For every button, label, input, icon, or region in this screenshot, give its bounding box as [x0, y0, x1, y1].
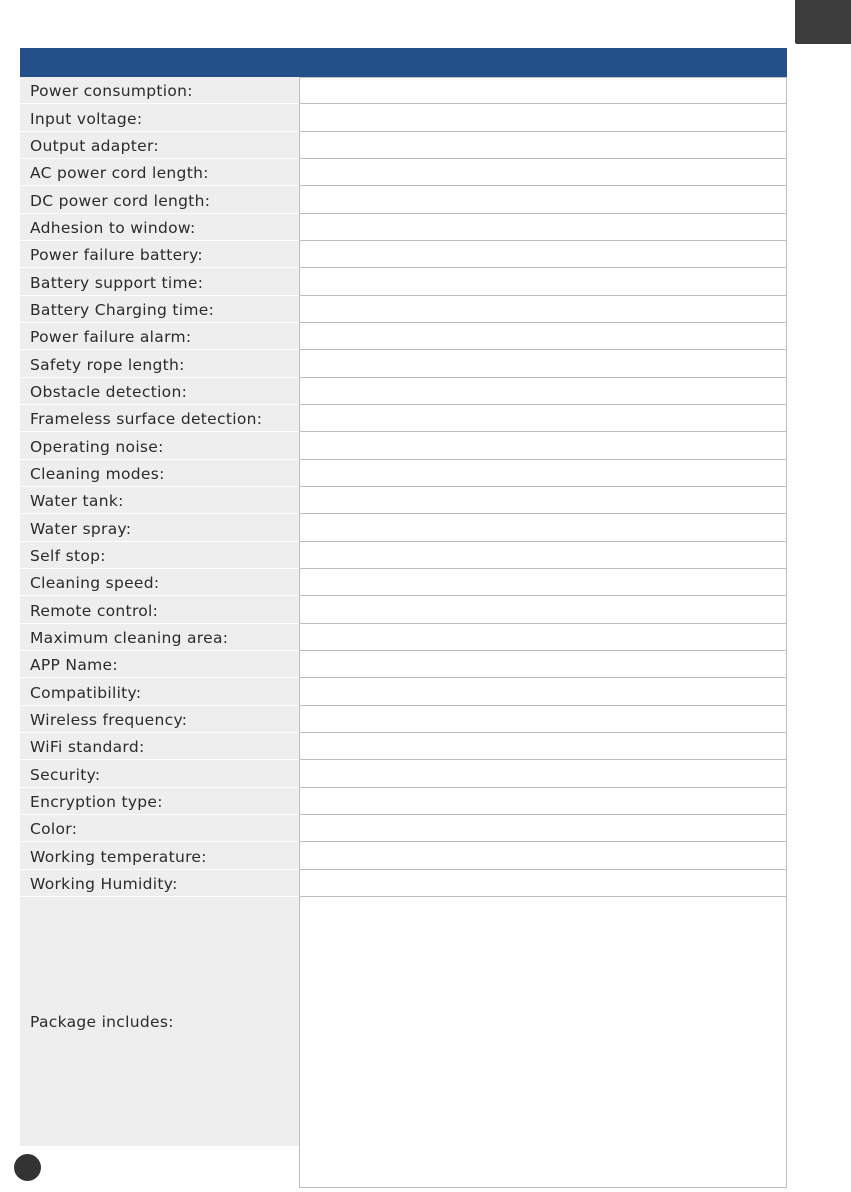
spec-value — [299, 706, 787, 733]
spec-row — [20, 651, 787, 678]
spec-label: Power failure battery: — [20, 241, 299, 268]
package-includes-value — [299, 897, 787, 1188]
spec-table-header — [20, 48, 787, 77]
spec-row — [20, 350, 787, 377]
spec-label: Battery Charging time: — [20, 296, 299, 323]
spec-label: AC power cord length: — [20, 159, 299, 186]
spec-row — [20, 596, 787, 623]
spec-label: Encryption type: — [20, 788, 299, 815]
spec-row — [20, 77, 787, 104]
spec-value — [299, 460, 787, 487]
spec-row — [20, 514, 787, 541]
spec-value — [299, 77, 787, 104]
spec-row — [20, 460, 787, 487]
spec-label: Frameless surface detection: — [20, 405, 299, 432]
spec-row — [20, 678, 787, 705]
spec-label: Operating noise: — [20, 432, 299, 459]
spec-row — [20, 241, 787, 268]
spec-row — [20, 569, 787, 596]
spec-label: Safety rope length: — [20, 350, 299, 377]
package-includes-label: Package includes: — [20, 897, 299, 1146]
spec-row — [20, 214, 787, 241]
spec-value — [299, 296, 787, 323]
spec-value — [299, 214, 787, 241]
spec-row — [20, 815, 787, 842]
spec-value — [299, 432, 787, 459]
spec-label: Obstacle detection: — [20, 378, 299, 405]
spec-value — [299, 378, 787, 405]
spec-label: Power failure alarm: — [20, 323, 299, 350]
spec-value — [299, 132, 787, 159]
spec-row — [20, 706, 787, 733]
spec-value — [299, 815, 787, 842]
spec-value — [299, 596, 787, 623]
spec-label: Working Humidity: — [20, 870, 299, 897]
spec-label: Adhesion to window: — [20, 214, 299, 241]
spec-label: Maximum cleaning area: — [20, 624, 299, 651]
page-corner-tab — [795, 0, 851, 44]
spec-row — [20, 104, 787, 131]
spec-value — [299, 186, 787, 213]
spec-row — [20, 788, 787, 815]
spec-label: Battery support time: — [20, 268, 299, 295]
spec-label: Wireless frequency: — [20, 706, 299, 733]
spec-row — [20, 378, 787, 405]
spec-label: Cleaning speed: — [20, 569, 299, 596]
spec-label: Input voltage: — [20, 104, 299, 131]
spec-label: Working temperature: — [20, 842, 299, 869]
spec-row — [20, 159, 787, 186]
spec-value — [299, 104, 787, 131]
spec-label: Compatibility: — [20, 678, 299, 705]
spec-label: Remote control: — [20, 596, 299, 623]
spec-label: Output adapter: — [20, 132, 299, 159]
spec-label: APP Name: — [20, 651, 299, 678]
spec-value — [299, 842, 787, 869]
spec-row — [20, 296, 787, 323]
spec-value — [299, 678, 787, 705]
spec-label: Water tank: — [20, 487, 299, 514]
spec-label: Water spray: — [20, 514, 299, 541]
spec-row — [20, 432, 787, 459]
spec-row — [20, 870, 787, 897]
spec-label: WiFi standard: — [20, 733, 299, 760]
spec-value — [299, 350, 787, 377]
spec-value — [299, 514, 787, 541]
spec-value — [299, 788, 787, 815]
spec-row — [20, 132, 787, 159]
spec-value — [299, 651, 787, 678]
spec-label: Power consumption: — [20, 77, 299, 104]
spec-label: Self stop: — [20, 542, 299, 569]
spec-value — [299, 733, 787, 760]
spec-value — [299, 569, 787, 596]
spec-label: DC power cord length: — [20, 186, 299, 213]
spec-row — [20, 760, 787, 787]
spec-value — [299, 405, 787, 432]
spec-value — [299, 487, 787, 514]
spec-value — [299, 624, 787, 651]
page-number-dot — [14, 1154, 41, 1181]
spec-row — [20, 405, 787, 432]
spec-value — [299, 323, 787, 350]
spec-row — [20, 733, 787, 760]
spec-value — [299, 542, 787, 569]
spec-value — [299, 241, 787, 268]
spec-row — [20, 842, 787, 869]
spec-row — [20, 624, 787, 651]
spec-value — [299, 159, 787, 186]
spec-row — [20, 268, 787, 295]
spec-row — [20, 487, 787, 514]
spec-table — [20, 77, 787, 897]
spec-label: Security: — [20, 760, 299, 787]
spec-row — [20, 186, 787, 213]
spec-value — [299, 870, 787, 897]
package-includes-row — [20, 897, 787, 1188]
spec-value — [299, 268, 787, 295]
spec-label: Color: — [20, 815, 299, 842]
spec-label: Cleaning modes: — [20, 460, 299, 487]
spec-row — [20, 542, 787, 569]
spec-value — [299, 760, 787, 787]
spec-row — [20, 323, 787, 350]
